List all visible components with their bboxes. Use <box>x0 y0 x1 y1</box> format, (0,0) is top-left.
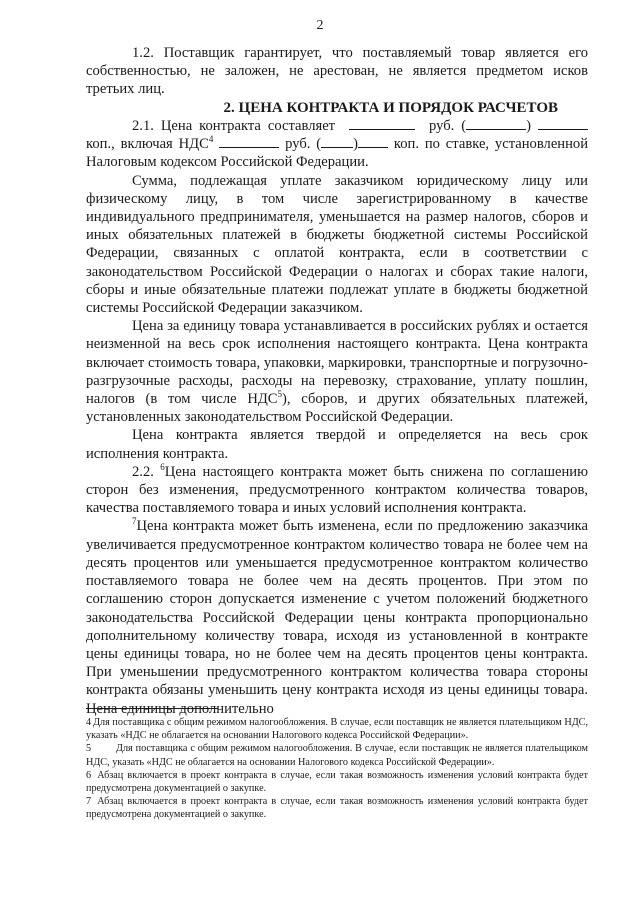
footnote-ref-4: 4 <box>208 134 214 145</box>
kop-rate-text: коп. по ставке, установленной Налоговым кодексом Российской Федерации. <box>86 136 589 171</box>
paren-close-2: ) <box>353 136 358 153</box>
unit-price-text-b: ), сборов, и других обязательных платежей, установленных законодательством Российской Федерации. <box>86 391 588 426</box>
footnote-7-number: 7 <box>86 796 92 808</box>
footnote-6-text: Абзац включается в проект контракта в случае, если такая возможность изменения условий контракта будет предусмотрена документацией о закупке. <box>86 769 588 795</box>
section-heading: 2. ЦЕНА КОНТРАКТА И ПОРЯДОК РАСЧЕТОВ <box>223 99 558 116</box>
footnotes <box>86 716 588 822</box>
footnote-4-number: 4 <box>86 717 92 728</box>
footnote-5 <box>86 742 588 768</box>
price-change-text: Цена контракта может быть изменена, если по предложению заказчика увеличивается предусмотренное контрактом количество товара не более чем на десять процентов или уменьшается предусмотренное контрактом количество поставляемого товара не более чем на десять процентов. При этом по соглашению сторон допускается изменение с учетом положений бюджетного законодательства Российской Федерации цены контракта пропорционально дополнительному количеству товара, исходя из установленной в контракте цены единицы товара, но не более чем на десять процентов цены контракта. При уменьшении предусмотренного контрактом количества товара стороны контракта обязаны уменьшить цену контракта исходя из цены единицы товара. Цена единицы дополнительно <box>86 518 588 717</box>
clause-1-2: 1.2. Поставщик гарантирует, что поставляемый товар является его собственностью, не заложен, не арестован, не является предметом исков третьих лиц. <box>86 45 588 98</box>
document-body <box>86 44 588 718</box>
footnote-7 <box>86 795 588 821</box>
clause-2-1 <box>86 117 588 172</box>
paragraph-price-change <box>86 517 588 717</box>
unit-price-text-a: Цена за единицу товара устанавливается в российских рублях и остается неизменной на весь срок исполнения настоящего контракта. Цена контракта включает стоимость товара, упаковки, маркировки, транспортные и погрузочно-разгрузочные расходы, расходы на перевозку, страхование, уплату пошлин, налогов (в том числе НДС <box>86 318 588 408</box>
footnote-ref-7: 7 <box>132 516 137 527</box>
price-blank-rub <box>349 117 415 130</box>
clause-2-2-text: Цена настоящего контракта может быть снижена по соглашению сторон без изменения, предусмотренного контрактом количества товаров, качества поставляемого товара и иных условий исполнения контракта. <box>86 463 588 517</box>
footnote-divider <box>86 708 218 709</box>
paragraph-fixed-price: Цена контракта является твердой и определяется на весь срок исполнения контракта. <box>86 427 588 462</box>
clause-2-2-number: 2.2. <box>132 463 154 480</box>
rub-label-1: руб. ( <box>429 118 467 135</box>
kop-vat-label: коп., включая НДС <box>86 136 209 153</box>
paragraph-sum: Сумма, подлежащая уплате заказчиком юридическому лицу или физическому лицу, в том числе зарегистрированному в качестве индивидуального предпринимателя, уменьшается на размер налогов, сборов и иных обязательных платежей в бюджеты бюджетной системы Российской Федерации, связанных с оплатой контракта, если в соответствии с законодательством Российской Федерации о налогах и сборах такие налоги, сборы и иные обязательные платежи подлежат уплате в бюджеты бюджетной системы Российской Федерации заказчиком. <box>86 172 588 317</box>
price-blank-kop <box>538 117 588 130</box>
footnote-ref-5: 5 <box>277 389 283 400</box>
rub-label-2: руб. ( <box>285 136 322 153</box>
page-number: 2 <box>316 18 324 33</box>
footnote-7-text: Абзац включается в проект контракта в случае, если такая возможность изменения условий контракта будет предусмотрена документацией о закупке. <box>86 796 588 821</box>
paren-close-1: ) <box>526 118 532 135</box>
vat-blank-kop <box>358 135 388 148</box>
footnote-4 <box>86 716 588 742</box>
vat-blank-rub <box>219 135 279 148</box>
footnote-5-number: 5 <box>86 743 92 755</box>
vat-words-blank <box>321 135 353 148</box>
paragraph-unit-price <box>86 317 588 426</box>
clause-2-1-lead: 2.1. Цена контракта составляет <box>132 118 336 135</box>
footnote-4-text: Для поставщика с общим режимом налогообложения. В случае, если поставщик не является плательщиком НДС, указать «НДС не облагается на основании Налогового кодекса Российской Федерации». <box>86 717 588 742</box>
footnote-ref-6: 6 <box>160 462 165 473</box>
footnote-5-text: Для поставщика с общим режимом налогообложения. В случае, если поставщик не является плательщиком НДС, указать «НДС не облагается на основании Налогового кодекса Российской Федерации». <box>86 743 588 768</box>
footnote-6 <box>86 769 588 795</box>
price-words-blank <box>466 117 526 130</box>
footnote-6-number: 6 <box>86 769 92 781</box>
clause-2-2 <box>86 463 588 518</box>
